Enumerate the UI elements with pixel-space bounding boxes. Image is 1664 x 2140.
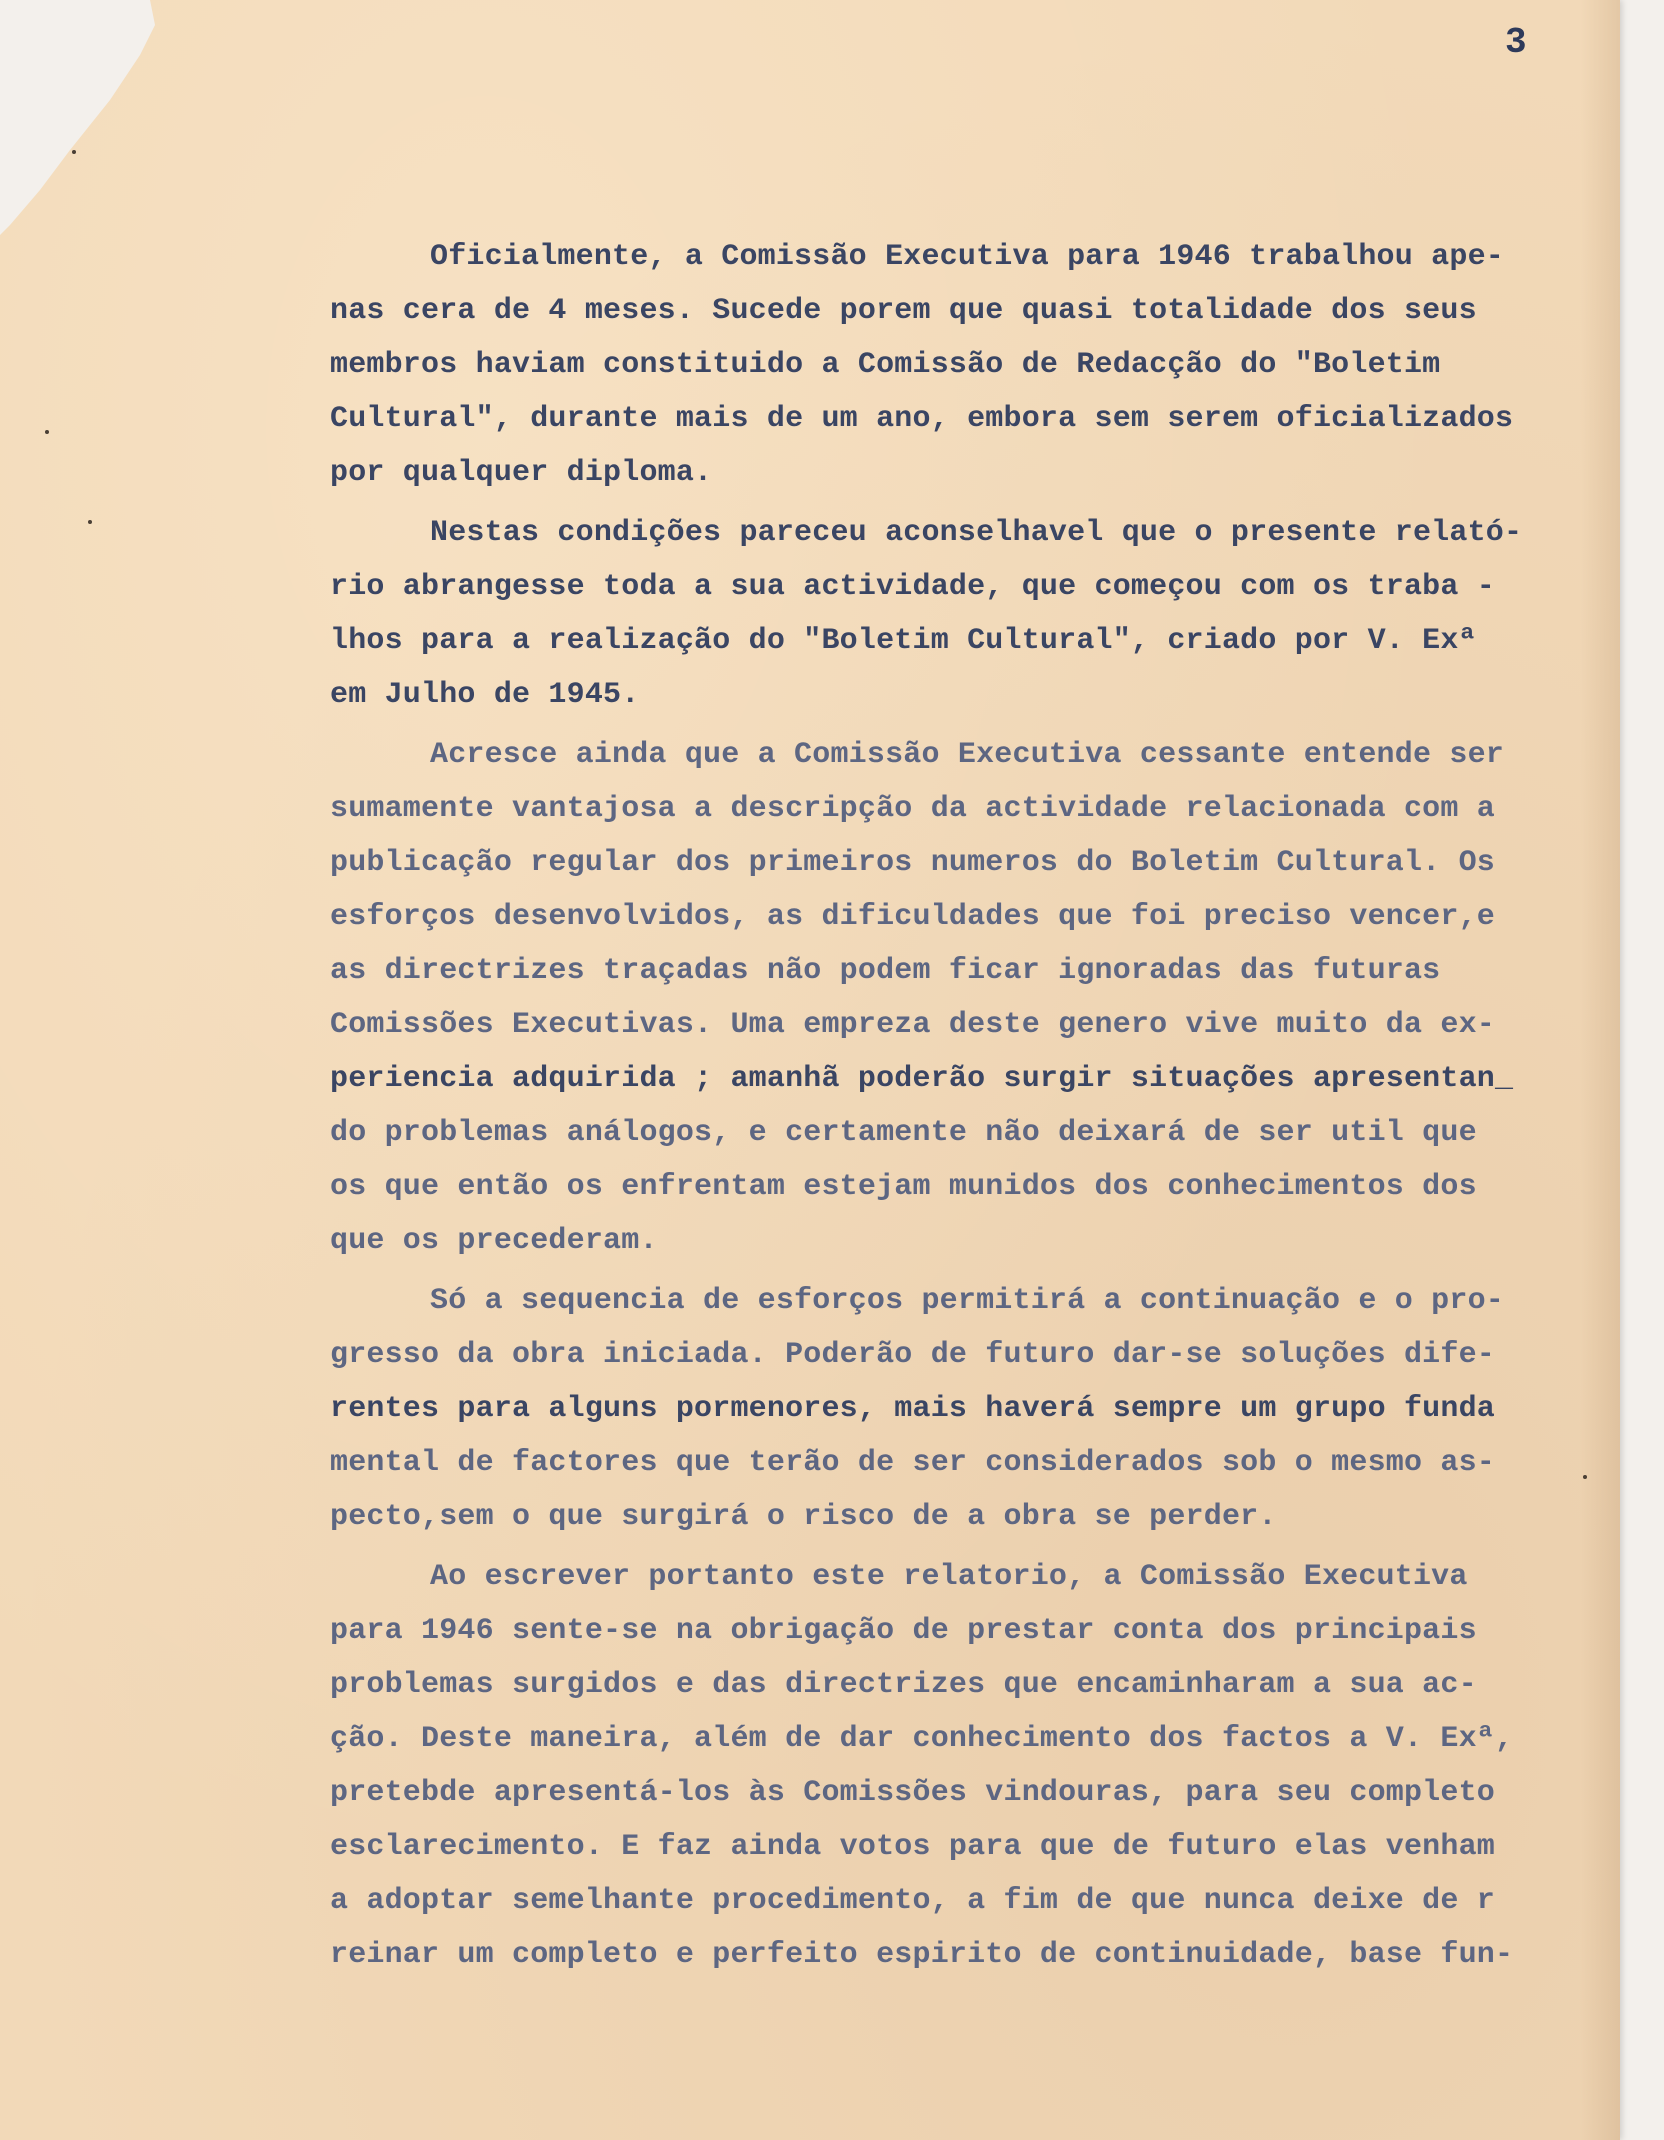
- text-line: nas cera de 4 meses. Sucede porem que quasi totalidade dos seus: [330, 294, 1477, 328]
- text-line: periencia adquirida ; amanhã poderão surgir situações apresentan_: [330, 1062, 1514, 1096]
- text-line: sumamente vantajosa a descripção da actividade relacionada com a: [330, 792, 1495, 826]
- text-line: que os precederam.: [330, 1224, 658, 1258]
- text-line: as directrizes traçadas não podem ficar ignoradas das futuras: [330, 954, 1441, 988]
- text-line: em Julho de 1945.: [330, 678, 640, 712]
- text-line: Só a sequencia de esforços permitirá a continuação e o pro-: [430, 1284, 1504, 1318]
- text-line: mental de factores que terão de ser considerados sob o mesmo as-: [330, 1446, 1495, 1480]
- text-line: pecto,sem o que surgirá o risco de a obra se perder.: [330, 1500, 1277, 1534]
- letter-body: [330, 230, 1630, 1982]
- paragraph-4: [330, 1274, 1630, 1544]
- text-line: rentes para alguns pormenores, mais haverá sempre um grupo funda: [330, 1392, 1495, 1426]
- text-line: membros haviam constituido a Comissão de Redacção do "Boletim: [330, 348, 1441, 382]
- text-line: Acresce ainda que a Comissão Executiva cessante entende ser: [430, 738, 1504, 772]
- text-line: para 1946 sente-se na obrigação de prestar conta dos principais: [330, 1614, 1477, 1648]
- paper-fleck: [72, 150, 76, 154]
- text-line: Cultural", durante mais de um ano, embora sem serem oficializados: [330, 402, 1514, 436]
- text-line: publicação regular dos primeiros numeros do Boletim Cultural. Os: [330, 846, 1495, 880]
- text-line: rio abrangesse toda a sua actividade, que começou com os traba -: [330, 570, 1495, 604]
- text-line: ção. Deste maneira, além de dar conhecimento dos factos a V. Exª,: [330, 1722, 1514, 1756]
- text-line: por qualquer diploma.: [330, 456, 713, 490]
- text-line: do problemas análogos, e certamente não deixará de ser util que: [330, 1116, 1477, 1150]
- text-line: Comissões Executivas. Uma empreza deste genero vive muito da ex-: [330, 1008, 1495, 1042]
- text-line: Ao escrever portanto este relatorio, a Comissão Executiva: [430, 1560, 1468, 1594]
- paragraph-5: [330, 1550, 1630, 1982]
- paragraph-2: [330, 506, 1630, 722]
- text-line: gresso da obra iniciada. Poderão de futuro dar-se soluções dife-: [330, 1338, 1495, 1372]
- paragraph-3: [330, 728, 1630, 1268]
- paragraph-1: [330, 230, 1630, 500]
- text-line: pretebde apresentá-los às Comissões vindouras, para seu completo: [330, 1776, 1495, 1810]
- text-line: problemas surgidos e das directrizes que encaminharam a sua ac-: [330, 1668, 1477, 1702]
- paper-fleck: [45, 430, 49, 434]
- text-line: esforços desenvolvidos, as dificuldades que foi preciso vencer,e: [330, 900, 1495, 934]
- text-line: lhos para a realização do "Boletim Cultural", criado por V. Exª: [330, 624, 1477, 658]
- text-line: reinar um completo e perfeito espirito de continuidade, base fun-: [330, 1938, 1514, 1972]
- text-line: Oficialmente, a Comissão Executiva para 1946 trabalhou ape-: [430, 240, 1504, 274]
- text-line: a adoptar semelhante procedimento, a fim de que nunca deixe de r: [330, 1884, 1495, 1918]
- text-line: Nestas condições pareceu aconselhavel que o presente relató-: [430, 516, 1523, 550]
- page-number: 3: [1505, 22, 1527, 63]
- paper-fleck: [88, 520, 92, 524]
- text-line: esclarecimento. E faz ainda votos para que de futuro elas venham: [330, 1830, 1495, 1864]
- text-line: os que então os enfrentam estejam munidos dos conhecimentos dos: [330, 1170, 1477, 1204]
